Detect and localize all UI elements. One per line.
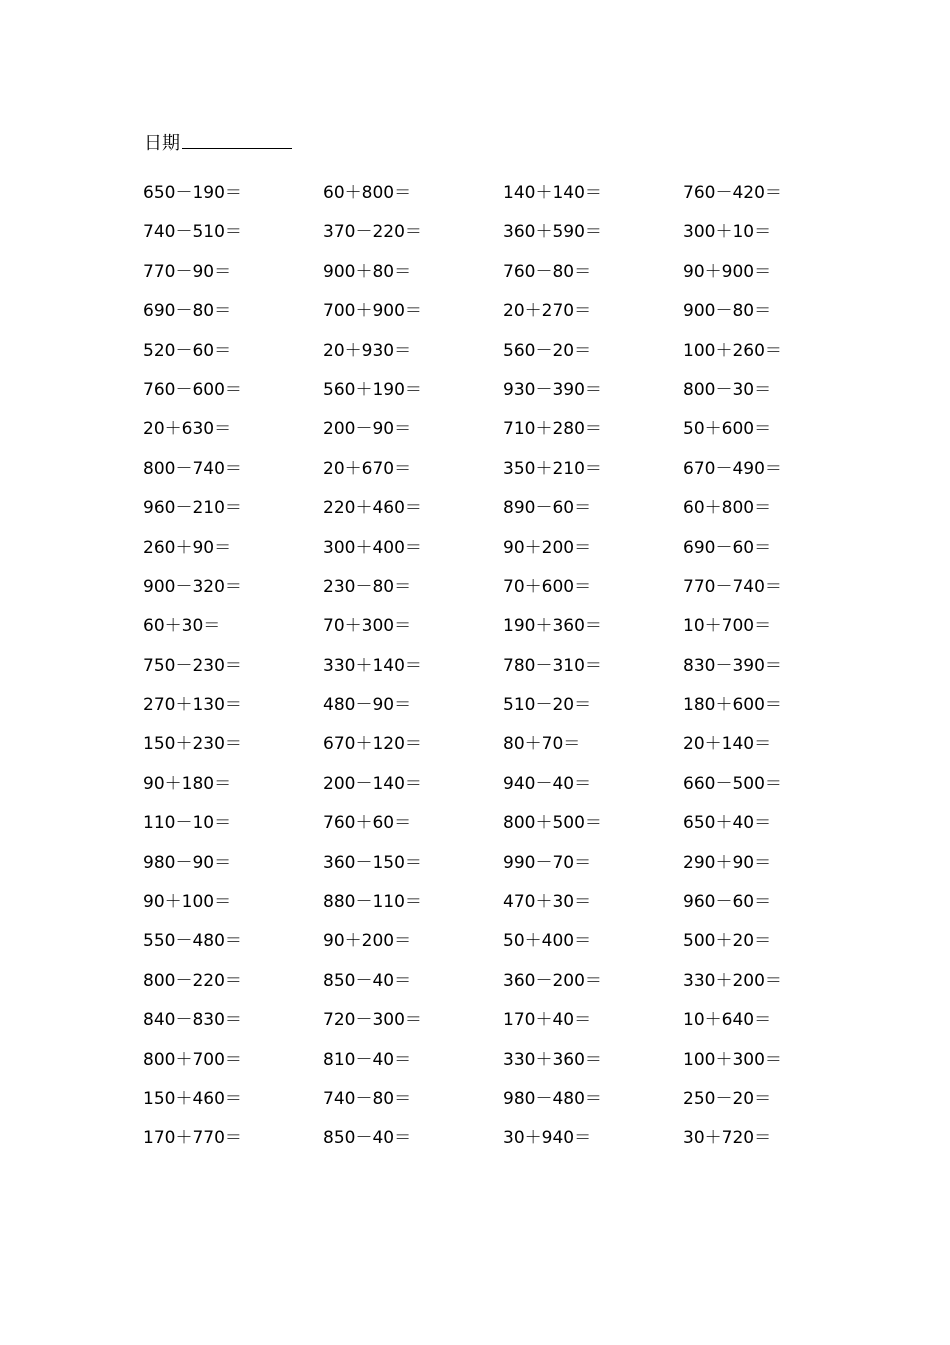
arithmetic-problem: 840－830＝ (143, 1010, 242, 1031)
arithmetic-problem: 370－220＝ (323, 222, 422, 243)
arithmetic-problem: 940－40＝ (503, 773, 592, 794)
arithmetic-problem: 190＋360＝ (503, 616, 602, 637)
arithmetic-problem: 720－300＝ (323, 1010, 422, 1031)
arithmetic-problem: 290＋90＝ (683, 852, 772, 873)
arithmetic-problem: 520－60＝ (143, 340, 232, 361)
problem-row (143, 851, 863, 890)
arithmetic-problem: 750－230＝ (143, 655, 242, 676)
arithmetic-problem: 50＋600＝ (683, 419, 772, 440)
arithmetic-problem: 330＋360＝ (503, 1049, 602, 1070)
arithmetic-problem: 760＋60＝ (323, 813, 412, 834)
arithmetic-problem: 90＋100＝ (143, 892, 232, 913)
arithmetic-problem: 250－20＝ (683, 1088, 772, 1109)
problem-row (143, 457, 863, 496)
arithmetic-problem: 100＋260＝ (683, 340, 782, 361)
problem-row (143, 1048, 863, 1087)
arithmetic-problem: 700＋900＝ (323, 301, 422, 322)
arithmetic-problem: 350＋210＝ (503, 458, 602, 479)
arithmetic-problem: 20＋270＝ (503, 301, 592, 322)
arithmetic-problem: 20＋930＝ (323, 340, 412, 361)
arithmetic-problem: 670－490＝ (683, 458, 782, 479)
arithmetic-problem: 300＋10＝ (683, 222, 772, 243)
arithmetic-problem: 500＋20＝ (683, 931, 772, 952)
problem-row (143, 693, 863, 732)
arithmetic-problem: 690－60＝ (683, 537, 772, 558)
arithmetic-problem: 360＋590＝ (503, 222, 602, 243)
problem-row (143, 654, 863, 693)
arithmetic-problem: 740－80＝ (323, 1088, 412, 1109)
problem-row (143, 1087, 863, 1126)
arithmetic-problem: 900－80＝ (683, 301, 772, 322)
arithmetic-problem: 10＋640＝ (683, 1010, 772, 1031)
arithmetic-problem: 740－510＝ (143, 222, 242, 243)
arithmetic-problem: 510－20＝ (503, 695, 592, 716)
arithmetic-problem: 20＋140＝ (683, 734, 772, 755)
arithmetic-problem: 800＋700＝ (143, 1049, 242, 1070)
arithmetic-problem: 470＋30＝ (503, 892, 592, 913)
arithmetic-problem: 90＋200＝ (503, 537, 592, 558)
arithmetic-problem: 100＋300＝ (683, 1049, 782, 1070)
arithmetic-problem: 170＋40＝ (503, 1010, 592, 1031)
problem-row (143, 929, 863, 968)
arithmetic-problem: 780－310＝ (503, 655, 602, 676)
arithmetic-problem: 50＋400＝ (503, 931, 592, 952)
arithmetic-problem: 760－600＝ (143, 379, 242, 400)
arithmetic-problem: 30＋940＝ (503, 1128, 592, 1149)
arithmetic-problem: 200－90＝ (323, 419, 412, 440)
arithmetic-problem: 760－80＝ (503, 261, 592, 282)
problem-row (143, 772, 863, 811)
arithmetic-problem: 90＋900＝ (683, 261, 772, 282)
arithmetic-problem: 960－60＝ (683, 892, 772, 913)
problem-row (143, 339, 863, 378)
problem-row (143, 378, 863, 417)
arithmetic-problem: 300＋400＝ (323, 537, 422, 558)
arithmetic-problem: 650＋40＝ (683, 813, 772, 834)
arithmetic-problem: 20＋670＝ (323, 458, 412, 479)
arithmetic-problem: 330＋140＝ (323, 655, 422, 676)
problem-row (143, 732, 863, 771)
arithmetic-problem: 800＋500＝ (503, 813, 602, 834)
arithmetic-problem: 800－30＝ (683, 379, 772, 400)
problem-row (143, 536, 863, 575)
arithmetic-problem: 150＋230＝ (143, 734, 242, 755)
arithmetic-problem: 150＋460＝ (143, 1088, 242, 1109)
arithmetic-problem: 850－40＝ (323, 970, 412, 991)
arithmetic-problem: 30＋720＝ (683, 1128, 772, 1149)
arithmetic-problem: 980－480＝ (503, 1088, 602, 1109)
date-label: 日期 (144, 133, 180, 154)
problem-grid (143, 181, 863, 1166)
arithmetic-problem: 850－40＝ (323, 1128, 412, 1149)
arithmetic-problem: 80＋70＝ (503, 734, 581, 755)
arithmetic-problem: 110－10＝ (143, 813, 232, 834)
arithmetic-problem: 890－60＝ (503, 498, 592, 519)
arithmetic-problem: 670＋120＝ (323, 734, 422, 755)
arithmetic-problem: 480－90＝ (323, 695, 412, 716)
arithmetic-problem: 70＋600＝ (503, 576, 592, 597)
arithmetic-problem: 90＋200＝ (323, 931, 412, 952)
arithmetic-problem: 980－90＝ (143, 852, 232, 873)
arithmetic-problem: 990－70＝ (503, 852, 592, 873)
arithmetic-problem: 10＋700＝ (683, 616, 772, 637)
problem-row (143, 181, 863, 220)
arithmetic-problem: 230－80＝ (323, 576, 412, 597)
arithmetic-problem: 60＋800＝ (683, 498, 772, 519)
arithmetic-problem: 900＋80＝ (323, 261, 412, 282)
date-blank-line[interactable] (182, 130, 292, 149)
arithmetic-problem: 800－220＝ (143, 970, 242, 991)
arithmetic-problem: 770－90＝ (143, 261, 232, 282)
arithmetic-problem: 220＋460＝ (323, 498, 422, 519)
arithmetic-problem: 830－390＝ (683, 655, 782, 676)
problem-row (143, 614, 863, 653)
arithmetic-problem: 180＋600＝ (683, 695, 782, 716)
arithmetic-problem: 330＋200＝ (683, 970, 782, 991)
problem-row (143, 890, 863, 929)
arithmetic-problem: 360－200＝ (503, 970, 602, 991)
arithmetic-problem: 170＋770＝ (143, 1128, 242, 1149)
arithmetic-problem: 90＋180＝ (143, 773, 232, 794)
arithmetic-problem: 60＋800＝ (323, 183, 412, 203)
date-field (144, 130, 292, 156)
problem-row (143, 260, 863, 299)
problem-row (143, 1126, 863, 1165)
arithmetic-problem: 660－500＝ (683, 773, 782, 794)
arithmetic-problem: 200－140＝ (323, 773, 422, 794)
arithmetic-problem: 550－480＝ (143, 931, 242, 952)
problem-row (143, 811, 863, 850)
arithmetic-problem: 560＋190＝ (323, 379, 422, 400)
arithmetic-problem: 650－190＝ (143, 183, 242, 203)
arithmetic-problem: 880－110＝ (323, 892, 422, 913)
arithmetic-problem: 810－40＝ (323, 1049, 412, 1070)
arithmetic-problem: 560－20＝ (503, 340, 592, 361)
arithmetic-problem: 930－390＝ (503, 379, 602, 400)
problem-row (143, 496, 863, 535)
arithmetic-problem: 260＋90＝ (143, 537, 232, 558)
problem-row (143, 1008, 863, 1047)
problem-row (143, 969, 863, 1008)
arithmetic-problem: 270＋130＝ (143, 695, 242, 716)
arithmetic-problem: 690－80＝ (143, 301, 232, 322)
problem-row (143, 299, 863, 338)
arithmetic-problem: 770－740＝ (683, 576, 782, 597)
arithmetic-problem: 760－420＝ (683, 183, 782, 203)
arithmetic-problem: 360－150＝ (323, 852, 422, 873)
arithmetic-problem: 140＋140＝ (503, 183, 602, 203)
problem-row (143, 417, 863, 456)
arithmetic-problem: 960－210＝ (143, 498, 242, 519)
arithmetic-problem: 20＋630＝ (143, 419, 232, 440)
problem-row (143, 220, 863, 259)
arithmetic-problem: 70＋300＝ (323, 616, 412, 637)
arithmetic-problem: 800－740＝ (143, 458, 242, 479)
arithmetic-problem: 900－320＝ (143, 576, 242, 597)
arithmetic-problem: 60＋30＝ (143, 616, 221, 637)
problem-row (143, 575, 863, 614)
arithmetic-problem: 710＋280＝ (503, 419, 602, 440)
